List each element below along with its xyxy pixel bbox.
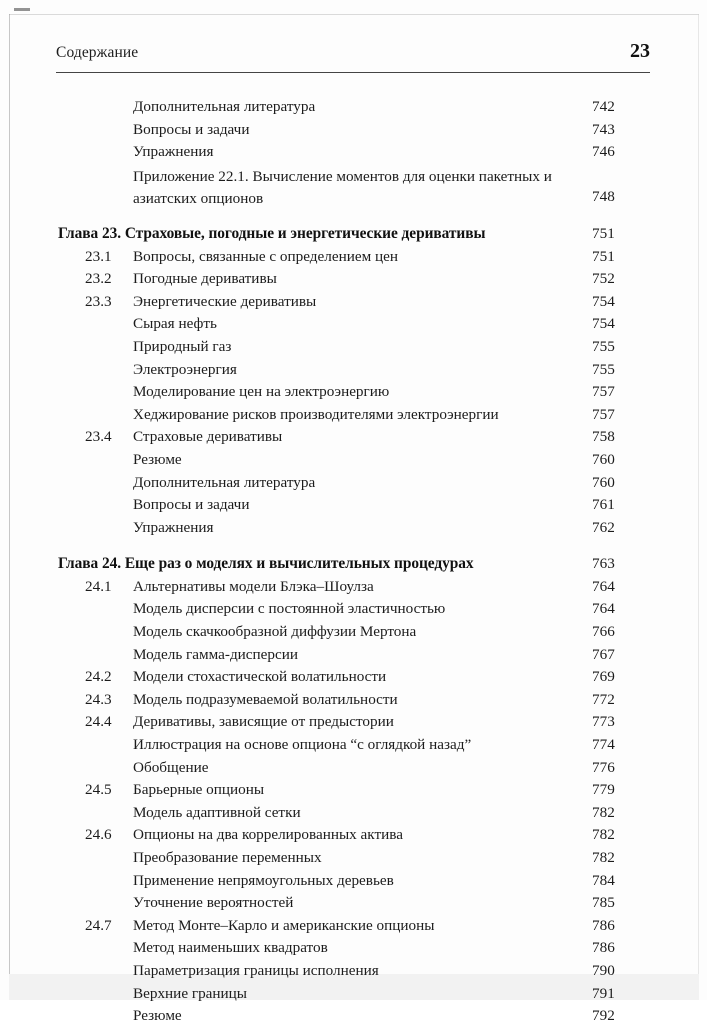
toc-entry-label: Модели стохастической волатильности xyxy=(133,668,387,686)
toc-entry-number: 24.7 xyxy=(85,916,112,934)
toc-entry-label: Параметризация границы исполнения xyxy=(133,961,379,979)
scan-artifact xyxy=(14,8,30,11)
toc-entry-label: Вопросы, связанные с определением цен xyxy=(133,247,398,265)
toc-entry-page-number: 757 xyxy=(592,405,615,423)
toc-item-row xyxy=(0,962,707,985)
toc-entry-label: Иллюстрация на основе опциона “с оглядкой назад” xyxy=(133,736,472,754)
toc-entry-page-number: 779 xyxy=(592,781,615,799)
toc-entry-page-number: 782 xyxy=(592,849,615,866)
toc-entry-label: Упражнения xyxy=(133,518,214,536)
toc-entry-label: Модель подразумеваемой волатильности xyxy=(133,690,398,708)
toc-entry-number: 24.3 xyxy=(85,690,112,708)
toc-entry-label: Преобразование переменных xyxy=(133,849,322,866)
toc-item-row xyxy=(0,383,707,406)
toc-entry-label: Барьерные опционы xyxy=(133,781,265,799)
toc-chapter-row xyxy=(0,555,707,578)
toc-entry-number: 23.3 xyxy=(85,292,112,310)
toc-entry-label: Применение непрямоугольных деревьев xyxy=(133,871,394,889)
toc-chapter-row xyxy=(0,225,707,248)
running-head-title: Содержание xyxy=(56,44,139,61)
toc-entry-page-number: 791 xyxy=(592,984,615,1002)
toc-entry-label: Глава 23. Страховые, погодные и энергетические деривативы xyxy=(58,224,486,242)
toc-entry-label: Упражнения xyxy=(133,143,214,161)
toc-entry-number: 23.1 xyxy=(85,247,112,265)
toc-item-row xyxy=(0,736,707,759)
toc-entry-label: Модель скачкообразной диффузии Мертона xyxy=(133,623,417,641)
toc-entry-label: Страховые деривативы xyxy=(133,428,283,446)
toc-entry-label: Метод Монте–Карло и американские опционы xyxy=(133,916,435,934)
toc-entry-label: Погодные деривативы xyxy=(133,270,277,288)
toc-item-row xyxy=(0,143,707,166)
toc-item-row xyxy=(0,759,707,782)
toc-entry-label: Моделирование цен на электроэнергию xyxy=(133,383,390,401)
toc-entry-page-number: 776 xyxy=(592,758,615,776)
toc-entry-label: Дополнительная литература xyxy=(133,98,316,115)
toc-section-row xyxy=(0,428,707,451)
running-head-rule xyxy=(56,72,650,73)
toc-item-row xyxy=(0,872,707,895)
toc-entry-label: Сырая нефть xyxy=(133,315,217,333)
toc-entry-page-number: 748 xyxy=(592,188,615,206)
toc-entry-page-number: 761 xyxy=(592,496,615,514)
toc-section-row xyxy=(0,578,707,601)
toc-entry-page-number: 754 xyxy=(592,292,615,310)
toc-entry-number: 24.1 xyxy=(85,577,112,595)
toc-entry-number: 24.4 xyxy=(85,713,112,731)
toc-entry-page-number: 743 xyxy=(592,120,615,138)
toc-section-row xyxy=(0,668,707,691)
toc-entry-page-number: 764 xyxy=(592,600,615,618)
toc-entry-label: Верхние границы xyxy=(133,984,248,1002)
toc-entry-page-number: 764 xyxy=(592,577,615,595)
toc-item-row xyxy=(0,361,707,384)
toc-entry-page-number: 782 xyxy=(592,803,615,821)
table-of-contents xyxy=(0,98,707,1030)
toc-entry-label: Вопросы и задачи xyxy=(133,496,250,514)
toc-entry-label: Метод наименьших квадратов xyxy=(133,939,328,957)
toc-section-row xyxy=(0,826,707,849)
toc-entry-label: Природный газ xyxy=(133,337,232,355)
toc-entry-page-number: 755 xyxy=(592,360,615,378)
toc-entry-label: Дополнительная литература xyxy=(133,473,316,491)
running-head xyxy=(56,40,650,70)
toc-entry-page-number: 755 xyxy=(592,337,615,355)
toc-item-row xyxy=(0,474,707,497)
toc-entry-label: Приложение 22.1. Вычисление моментов для оценки пакетных и азиатских опционов xyxy=(133,167,552,208)
toc-entry-page-number: 746 xyxy=(592,143,615,161)
toc-entry-label: Вопросы и задачи xyxy=(133,120,250,138)
toc-entry-page-number: 767 xyxy=(592,645,615,663)
toc-entry-page-number: 754 xyxy=(592,315,615,333)
toc-entry-number: 24.2 xyxy=(85,668,112,686)
toc-entry-label: Модель гамма-дисперсии xyxy=(133,645,298,663)
toc-item-row xyxy=(0,600,707,623)
toc-entry-page-number: 782 xyxy=(592,826,615,844)
toc-entry-page-number: 751 xyxy=(592,247,615,265)
toc-entry-page-number: 752 xyxy=(592,270,615,288)
toc-item-row xyxy=(0,1007,707,1030)
toc-item-row xyxy=(0,451,707,474)
toc-entry-label: Модель адаптивной сетки xyxy=(133,803,301,821)
toc-section-row xyxy=(0,270,707,293)
toc-entry-label: Хеджирование рисков производителями электроэнергии xyxy=(133,405,499,423)
toc-entry-number: 23.2 xyxy=(85,270,112,288)
toc-entry-page-number: 742 xyxy=(592,98,615,115)
toc-entry-label: Обобщение xyxy=(133,758,209,776)
toc-entry-label: Глава 24. Еще раз о моделях и вычислительных процедурах xyxy=(58,555,474,573)
toc-section-row xyxy=(0,781,707,804)
toc-item-row xyxy=(0,121,707,144)
toc-entry-number: 24.6 xyxy=(85,826,112,844)
toc-item-row xyxy=(0,338,707,361)
toc-entry-label: Резюме xyxy=(133,450,182,468)
toc-entry-page-number: 786 xyxy=(592,939,615,957)
toc-item-row xyxy=(0,939,707,962)
toc-section-row xyxy=(0,917,707,940)
toc-entry-page-number: 762 xyxy=(592,518,615,536)
toc-item-row xyxy=(0,623,707,646)
toc-entry-page-number: 786 xyxy=(592,916,615,934)
toc-item-row xyxy=(0,519,707,542)
toc-entry-page-number: 760 xyxy=(592,473,615,491)
toc-entry-number: 23.4 xyxy=(85,428,112,446)
toc-entry-page-number: 784 xyxy=(592,871,615,889)
toc-entry-label: Энергетические деривативы xyxy=(133,292,317,310)
toc-entry-page-number: 774 xyxy=(592,736,615,754)
toc-entry-page-number: 772 xyxy=(592,690,615,708)
toc-entry-page-number: 763 xyxy=(592,555,615,573)
toc-section-row xyxy=(0,713,707,736)
toc-entry-page-number: 766 xyxy=(592,623,615,641)
toc-item-row xyxy=(0,496,707,519)
toc-entry-label: Электроэнергия xyxy=(133,360,237,378)
toc-entry-label: Деривативы, зависящие от предыстории xyxy=(133,713,394,731)
toc-entry-number: 24.5 xyxy=(85,781,112,799)
toc-entry-page-number: 773 xyxy=(592,713,615,731)
toc-item-row xyxy=(0,166,707,211)
toc-item-row xyxy=(0,406,707,429)
toc-entry-label: Альтернативы модели Блэка–Шоулза xyxy=(133,577,374,595)
toc-entry-page-number: 785 xyxy=(592,894,615,912)
toc-section-row xyxy=(0,691,707,714)
toc-entry-page-number: 769 xyxy=(592,668,615,686)
toc-item-row xyxy=(0,804,707,827)
toc-entry-page-number: 760 xyxy=(592,450,615,468)
page-edge-top xyxy=(9,14,699,15)
toc-item-row xyxy=(0,894,707,917)
toc-entry-page-number: 758 xyxy=(592,428,615,446)
toc-section-row xyxy=(0,293,707,316)
toc-item-row xyxy=(0,98,707,121)
toc-entry-page-number: 790 xyxy=(592,961,615,979)
toc-item-row xyxy=(0,646,707,669)
toc-entry-label: Резюме xyxy=(133,1007,182,1025)
toc-entry-page-number: 751 xyxy=(592,224,615,242)
toc-item-row xyxy=(0,985,707,1008)
toc-item-row xyxy=(0,315,707,338)
toc-entry-label: Модель дисперсии с постоянной эластичностью xyxy=(133,600,446,618)
page-folio-number: 23 xyxy=(630,40,650,62)
toc-item-row xyxy=(0,849,707,872)
toc-entry-page-number: 792 xyxy=(592,1007,615,1025)
toc-entry-label: Уточнение вероятностей xyxy=(133,894,294,912)
toc-section-row xyxy=(0,248,707,271)
toc-entry-page-number: 757 xyxy=(592,383,615,401)
toc-entry-label: Опционы на два коррелированных актива xyxy=(133,826,403,844)
